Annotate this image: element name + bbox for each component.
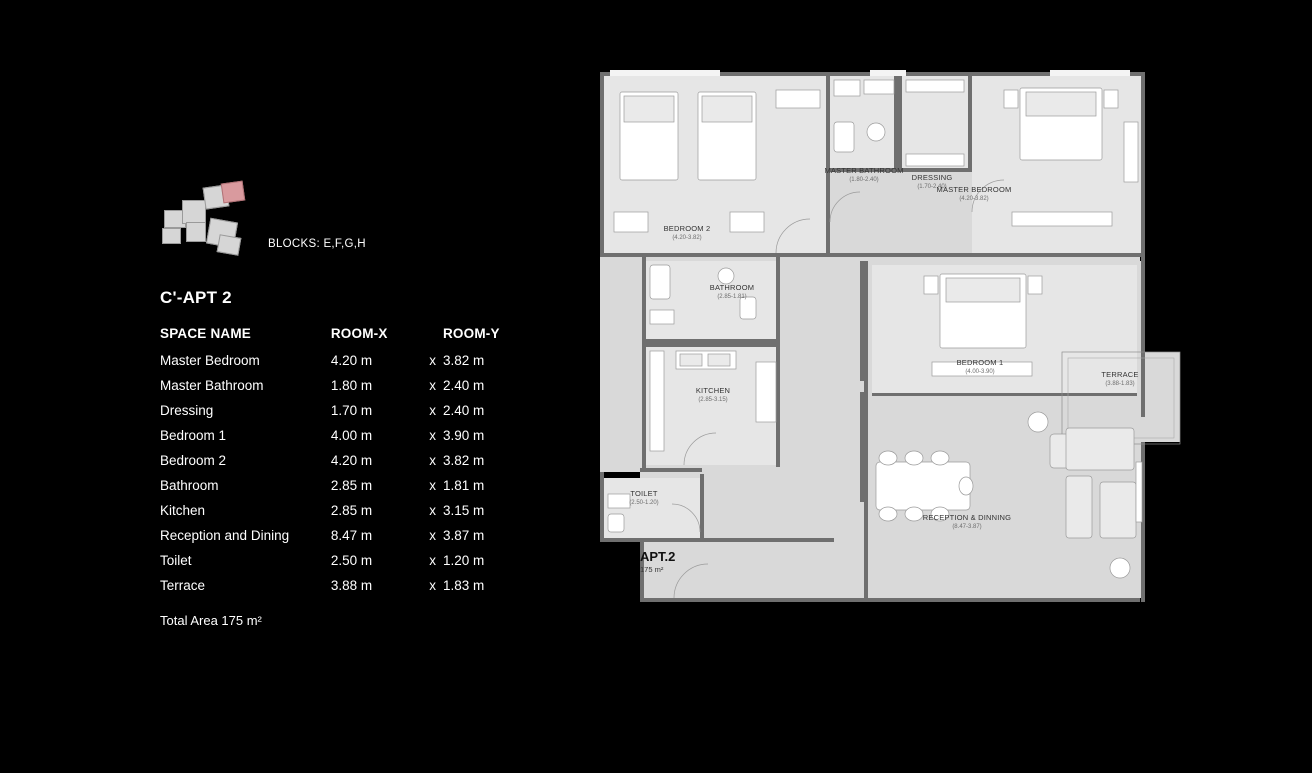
table-row bbox=[160, 348, 520, 373]
room-name: Reception and Dining bbox=[160, 528, 290, 543]
table-row bbox=[160, 573, 520, 598]
room-y: 2.40 m bbox=[442, 378, 485, 393]
key-plan-thumbnail bbox=[160, 180, 366, 260]
room-name: Terrace bbox=[160, 578, 206, 593]
row-separator: x bbox=[429, 553, 437, 568]
row-separator: x bbox=[429, 453, 437, 468]
room-y: 3.87 m bbox=[442, 528, 485, 543]
legend-panel bbox=[160, 180, 540, 633]
row-separator: x bbox=[429, 353, 437, 368]
floor-plan-drawing bbox=[580, 62, 1200, 622]
room-y: 3.82 m bbox=[442, 453, 485, 468]
header-room-x: ROOM-X bbox=[330, 326, 388, 341]
room-name: Toilet bbox=[160, 553, 192, 568]
room-schedule-table bbox=[160, 321, 520, 633]
row-separator: x bbox=[429, 428, 437, 443]
room-label-master-bathroom: MASTER BATHROOM (1.80-2.40) bbox=[824, 166, 904, 183]
total-area-row bbox=[160, 598, 520, 633]
row-separator: x bbox=[429, 528, 437, 543]
key-plan-block bbox=[162, 228, 181, 244]
room-y: 1.20 m bbox=[442, 553, 485, 568]
table-row bbox=[160, 523, 520, 548]
key-plan-highlighted-unit bbox=[221, 181, 246, 204]
key-plan-block bbox=[186, 222, 206, 242]
table-header-row bbox=[160, 321, 520, 348]
room-x: 4.00 m bbox=[330, 428, 373, 443]
row-separator: x bbox=[429, 378, 437, 393]
apartment-title: C'-APT 2 bbox=[160, 288, 232, 307]
key-plan-block bbox=[217, 234, 242, 256]
room-x: 8.47 m bbox=[330, 528, 373, 543]
living-wing bbox=[864, 257, 1180, 602]
row-separator: x bbox=[429, 403, 437, 418]
room-name: Bedroom 1 bbox=[160, 428, 227, 443]
room-label-toilet: TOILET (2.50-1.20) bbox=[629, 489, 659, 506]
room-x: 4.20 m bbox=[330, 353, 373, 368]
room-name: Master Bathroom bbox=[160, 378, 264, 393]
table-row bbox=[160, 398, 520, 423]
table-row bbox=[160, 498, 520, 523]
room-x: 2.85 m bbox=[330, 478, 373, 493]
room-name: Kitchen bbox=[160, 503, 206, 518]
room-x: 1.70 m bbox=[330, 403, 373, 418]
table-row bbox=[160, 448, 520, 473]
header-room-y: ROOM-Y bbox=[442, 326, 500, 341]
room-x: 1.80 m bbox=[330, 378, 373, 393]
room-y: 1.83 m bbox=[442, 578, 485, 593]
header-separator bbox=[422, 321, 443, 348]
apartment-tag: APT.2 175 m² bbox=[640, 549, 676, 574]
room-label-bedroom-1: BEDROOM 1 (4.00-3.90) bbox=[956, 358, 1004, 375]
row-separator: x bbox=[429, 578, 437, 593]
total-area-label: Total Area 175 m² bbox=[160, 613, 262, 628]
room-label-terrace: TERRACE (3.88-1.83) bbox=[1101, 370, 1139, 387]
table-row bbox=[160, 473, 520, 498]
room-name: Master Bedroom bbox=[160, 353, 260, 368]
room-label-reception-dinning: RECEPTION & DINNING (8.47-3.87) bbox=[922, 513, 1012, 530]
room-label-kitchen: KITCHEN (2.85-3.15) bbox=[695, 386, 731, 403]
room-name: Bedroom 2 bbox=[160, 453, 227, 468]
room-y: 2.40 m bbox=[442, 403, 485, 418]
room-x: 4.20 m bbox=[330, 453, 373, 468]
room-y: 1.81 m bbox=[442, 478, 485, 493]
blocks-label: BLOCKS: E,F,G,H bbox=[268, 238, 366, 250]
room-x: 2.85 m bbox=[330, 503, 373, 518]
room-y: 3.82 m bbox=[442, 353, 485, 368]
room-x: 2.50 m bbox=[330, 553, 373, 568]
room-name: Dressing bbox=[160, 403, 214, 418]
room-y: 3.15 m bbox=[442, 503, 485, 518]
key-plan-block bbox=[182, 200, 206, 224]
row-separator: x bbox=[429, 478, 437, 493]
floor-plan-svg bbox=[580, 62, 1200, 622]
room-label-master-bedroom: MASTER BEDROOM (4.20-3.82) bbox=[936, 185, 1012, 202]
room-label-bedroom-2: BEDROOM 2 (4.20-3.82) bbox=[663, 224, 711, 241]
room-label-dressing: DRESSING (1.70-2.40) bbox=[911, 173, 953, 190]
header-space-name: SPACE NAME bbox=[160, 326, 252, 341]
room-x: 3.88 m bbox=[330, 578, 373, 593]
room-name: Bathroom bbox=[160, 478, 219, 493]
room-y: 3.90 m bbox=[442, 428, 485, 443]
table-row bbox=[160, 423, 520, 448]
table-row bbox=[160, 548, 520, 573]
row-separator: x bbox=[429, 503, 437, 518]
room-label-bathroom: BATHROOM (2.85-1.81) bbox=[709, 283, 755, 300]
table-row bbox=[160, 373, 520, 398]
